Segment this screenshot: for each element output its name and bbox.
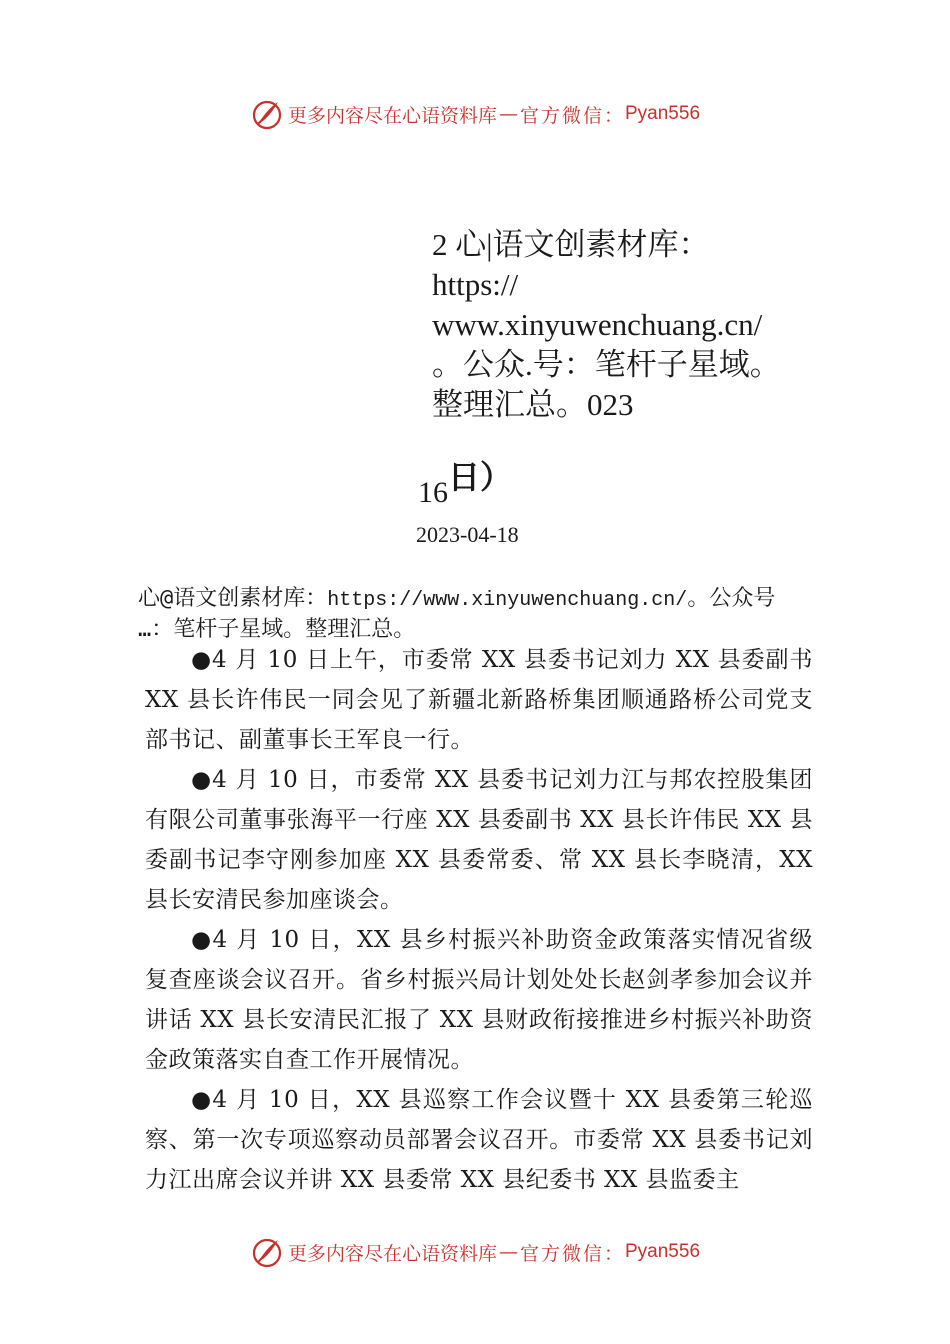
watermark-main-text: 更多内容尽在心语资料库	[287, 1242, 497, 1265]
watermark-wechat-label: 官方微信：	[519, 104, 625, 127]
watermark-wechat-id: Pyan556	[625, 1241, 701, 1262]
source-suffix: 。公众号	[687, 586, 776, 611]
watermark-banner-top	[0, 94, 950, 134]
watermark-banner-bottom	[0, 1232, 950, 1272]
watermark-separator: —	[498, 103, 518, 125]
paragraph: ●4 月 10 日，XX 县乡村振兴补助资金政策落实情况省级复查座谈会议召开。省乡村振兴局计划处处长赵剑孝参加会议并讲话 XX 县长安清民汇报了 XX 县财政衔接推进乡村振兴补助资金政策落实自查工作开展情况。	[145, 927, 813, 1073]
paragraph: ●4 月 10 日，XX 县巡察工作会议暨十 XX 县委第三轮巡察、第一次专项巡察动员部署会议召开。市委常 XX 县委书记刘力江出席会议并讲 XX 县委常 XX 县纪委书 XX 县监委主	[145, 1087, 813, 1193]
date-heading	[418, 452, 512, 510]
date-heading-number: 16	[418, 476, 448, 509]
title-line: 2 心|语文创素材库：	[432, 227, 710, 262]
watermark-main-text: 更多内容尽在心语资料库	[287, 104, 497, 127]
watermark-separator: —	[498, 1241, 518, 1263]
watermark-wechat-label: 官方微信：	[519, 1242, 625, 1265]
watermark-wechat-id: Pyan556	[625, 103, 701, 124]
paragraph: ●4 月 10 日，市委常 XX 县委书记刘力江与邦农控股集团有限公司董事张海平一行座 XX 县委副书 XX 县长许伟民 XX 县委副书记李守刚参加座 XX 县委常委、常 XX 县长李晓清，XX 县长安清民参加座谈会。	[145, 767, 813, 913]
document-title	[432, 225, 852, 425]
source-url: https://www.xinyuwenchuang.cn/	[327, 589, 688, 612]
title-line: 。公众.号：笔杆子星域。	[432, 347, 781, 382]
title-line: 整理汇总。023	[432, 387, 634, 422]
publish-date: 2023-04-18	[416, 522, 519, 547]
date-heading-rest: 日）	[448, 459, 513, 495]
source-prefix: 心@语文创素材库：	[138, 586, 328, 611]
article-body	[145, 640, 813, 1200]
quill-logo-icon	[250, 97, 284, 131]
source-line	[138, 584, 838, 644]
source-line-1	[138, 584, 838, 615]
title-line: https://	[432, 267, 519, 302]
paragraph: ●4 月 10 日上午，市委常 XX 县委书记刘力 XX 县委副书 XX 县长许伟民一同会见了新疆北新路桥集团顺通路桥公司党支部书记、副董事长王军良一行。	[145, 647, 813, 753]
quill-logo-icon	[250, 1235, 284, 1269]
source-line-2: …：笔杆子星域。整理汇总。	[138, 617, 416, 642]
title-line: www.xinyuwenchuang.cn/	[432, 307, 763, 342]
